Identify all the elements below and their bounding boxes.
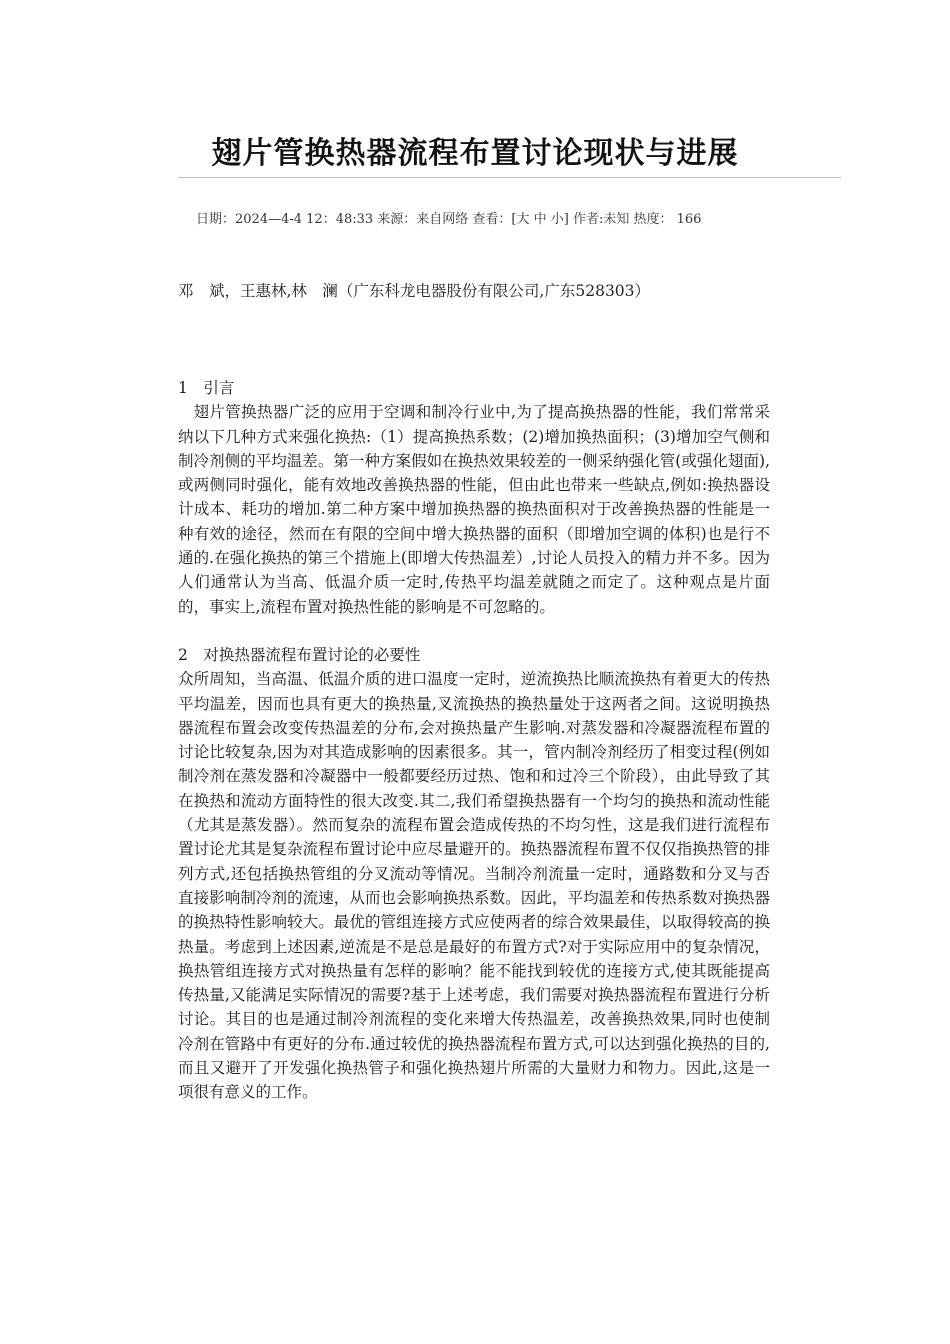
section-heading: 1 引言	[178, 379, 235, 397]
section-paragraph: 翅片管换热器广泛的应用于空调和制冷行业中,为了提高换热器的性能，我们常常采纳以下几种方式来强化换热:（1）提高换热系数；(2)增加换热面积；(3)增加空气侧和制冷剂侧的平均温差。第一种方案假如在换热效果较差的一侧采纳强化管(或强化翅面),或两侧同时强化，能有效地改善换热器的性能，但由此也带来一些缺点,例如:换热器设计成本、耗功的增加.第二种方案中增加换热器的换热面积对于改善换热器的性能是一种有效的途径，然而在有限的空间中增大换热器的面积（即增加空调的体积)也是行不通的.在强化换热的第三个措施上(即增大传热温差）,讨论人员投入的精力并不多。因为人们通常认为当高、低温介质一定时,传热平均温差就随之而定了。这种观点是片面的，事实上,流程布置对换热性能的影响是不可忽略的。	[178, 403, 770, 616]
article-title: 翅片管换热器流程布置讨论现状与进展	[211, 136, 739, 171]
article-body	[178, 376, 770, 1105]
title-divider	[178, 177, 841, 178]
section-paragraph: 众所周知，当高温、低温介质的进口温度一定时，逆流换热比顺流换热有着更大的传热平均温差，因而也具有更大的换热量,叉流换热的换热量处于这两者之间。这说明换热器流程布置会改变传热温差的分布,会对换热量产生影响.对蒸发器和冷凝器流程布置的讨论比较复杂,因为对其造成影响的因素很多。其一，管内制冷剂经历了相变过程(例如制冷剂在蒸发器和冷凝器中一般都要经历过热、饱和和过冷三个阶段），由此导致了其在换热和流动方面特性的很大改变.其二,我们希望换热器有一个均匀的换热和流动性能（尤其是蒸发器）。然而复杂的流程布置会造成传热的不均匀性，这是我们进行流程布置讨论尤其是复杂流程布置讨论中应尽量避开的。换热器流程布置不仅仅指换热管的排列方式,还包括换热管组的分叉流动等情况。当制冷剂流量一定时，通路数和分叉与否直接影响制冷剂的流速，从而也会影响换热系数。因此，平均温差和传热系数对换热器的换热特性影响较大。最优的管组连接方式应使两者的综合效果最佳，以取得较高的换热量。考虑到上述因素,逆流是不是总是最好的布置方式?对于实际应用中的复杂情况，换热管组连接方式对换热量有怎样的影响？能不能找到较优的连接方式,使其既能提高传热量,又能满足实际情况的需要?基于上述考虑，我们需要对换热器流程布置进行分析讨论。其目的也是通过制冷剂流程的变化来增大传热温差，改善换热效果,同时也使制冷剂在管路中有更好的分布.通过较优的换热器流程布置方式,可以达到强化换热的目的,而且又避开了开发强化换热管子和强化换热翅片所需的大量财力和物力。因此,这是一项很有意义的工作。	[178, 670, 770, 1102]
section-introduction	[178, 376, 770, 619]
section-heading: 2 对换热器流程布置讨论的必要性	[178, 645, 421, 664]
article-authors: 邓 斌，王惠林,林 澜（广东科龙电器股份有限公司,广东528303）	[178, 282, 651, 300]
article-meta: 日期：2024—4-4 12：48:33 来源：来自网络 查看：[大 中 小] 作者:未知 热度： 166	[196, 212, 702, 227]
section-necessity	[178, 643, 770, 1105]
